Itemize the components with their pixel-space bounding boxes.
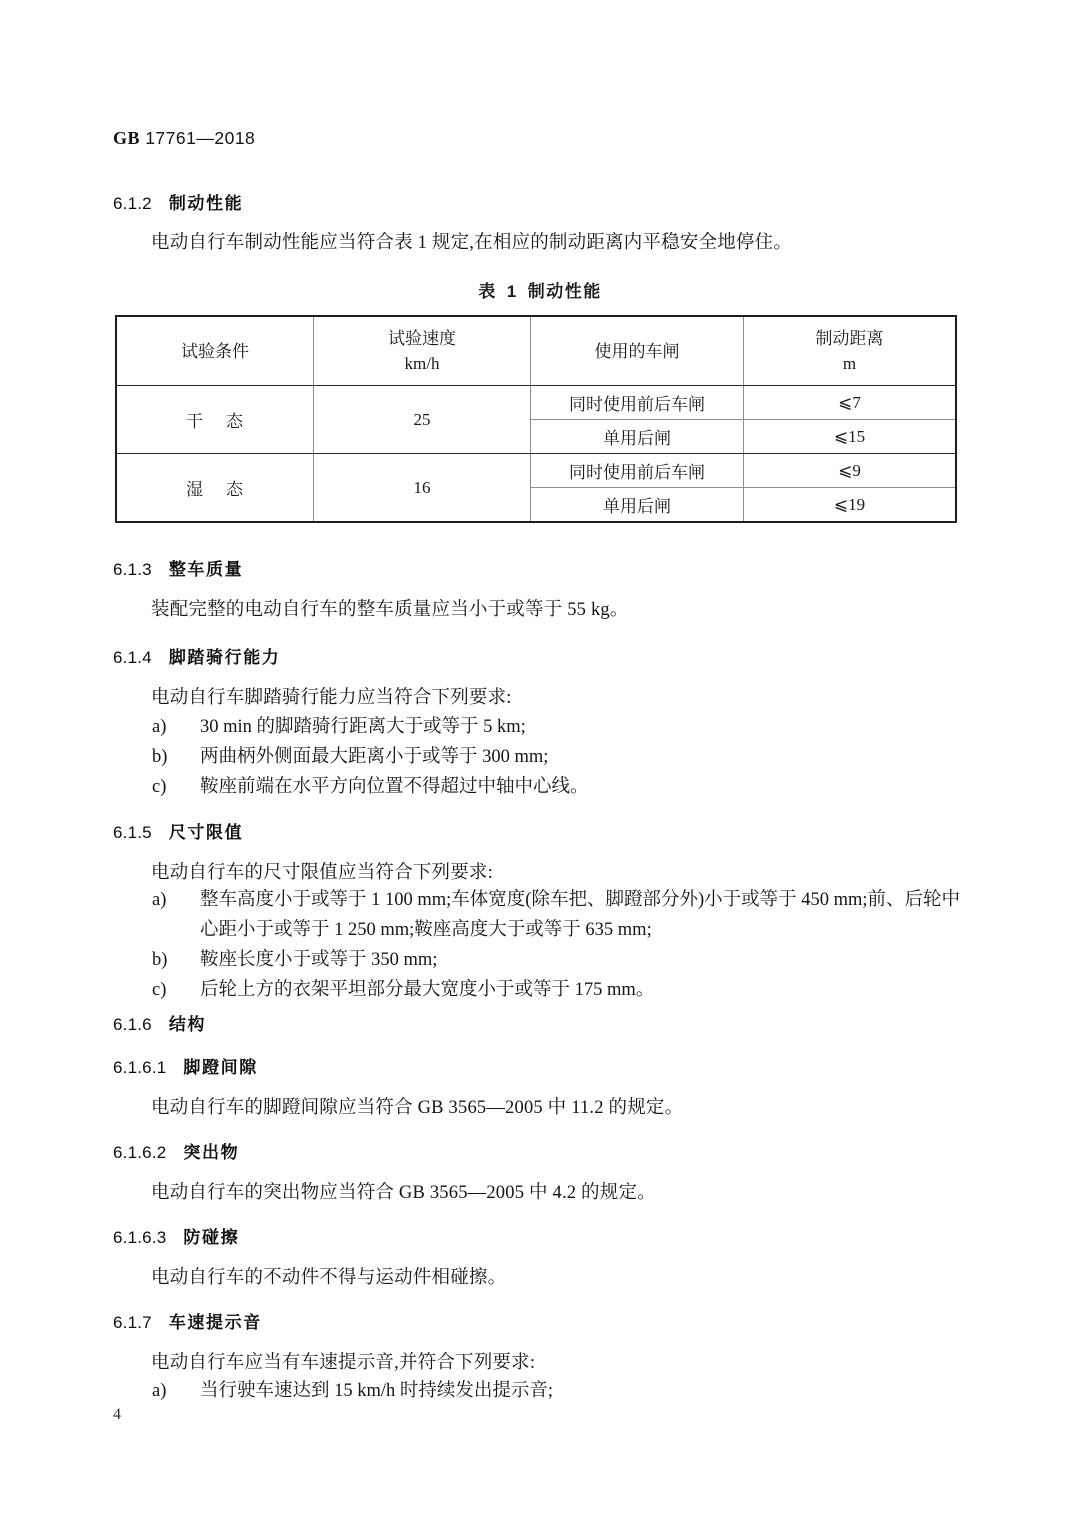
cell-distance-dry-2: ⩽15 bbox=[744, 420, 957, 454]
header-line-1: 试验速度 bbox=[388, 329, 456, 348]
table-caption-label: 表 bbox=[478, 282, 497, 301]
condition-char-2: 态 bbox=[226, 480, 244, 499]
list-item bbox=[152, 975, 977, 1005]
clause-heading-6-1-6-2 bbox=[113, 1138, 239, 1163]
clause-heading-6-1-2 bbox=[113, 189, 243, 214]
cell-distance-wet-1: ⩽9 bbox=[744, 454, 957, 488]
list-item-text: 鞍座长度小于或等于 350 mm; bbox=[200, 950, 438, 970]
list-marker: b) bbox=[152, 747, 168, 767]
paragraph-6-1-6-2: 电动自行车的突出物应当符合 GB 3565—2005 中 4.2 的规定。 bbox=[151, 1183, 656, 1203]
standard-prefix: GB bbox=[113, 128, 141, 148]
table-caption bbox=[0, 277, 1080, 302]
list-marker: a) bbox=[152, 1381, 167, 1401]
clause-title: 制动性能 bbox=[168, 194, 244, 213]
cell-condition-wet bbox=[116, 454, 314, 523]
paragraph-6-1-2: 电动自行车制动性能应当符合表 1 规定,在相应的制动距离内平稳安全地停住。 bbox=[151, 233, 793, 253]
clause-title: 整车质量 bbox=[168, 560, 244, 579]
table-header-row bbox=[116, 316, 956, 386]
list-item-text: 鞍座前端在水平方向位置不得超过中轴中心线。 bbox=[200, 777, 589, 797]
condition-char-1: 干 bbox=[186, 412, 204, 431]
list-marker: c) bbox=[152, 777, 167, 797]
clause-number: 6.1.6.3 bbox=[113, 1228, 167, 1247]
header-line-2: m bbox=[842, 354, 857, 373]
paragraph-6-1-6-3: 电动自行车的不动件不得与运动件相碰擦。 bbox=[151, 1268, 507, 1288]
paragraph-6-1-3: 装配完整的电动自行车的整车质量应当小于或等于 55 kg。 bbox=[151, 600, 629, 620]
clause-number: 6.1.3 bbox=[113, 560, 152, 579]
clause-title: 脚踏骑行能力 bbox=[168, 648, 281, 667]
clause-heading-6-1-4 bbox=[113, 643, 280, 668]
clause-number: 6.1.6 bbox=[113, 1015, 152, 1034]
braking-performance-table bbox=[115, 315, 957, 523]
header-cell-braking-distance bbox=[744, 316, 957, 386]
clause-heading-6-1-3 bbox=[113, 555, 243, 580]
clause-title: 防碰擦 bbox=[183, 1228, 240, 1247]
clause-number: 6.1.5 bbox=[113, 823, 152, 842]
clause-number: 6.1.6.1 bbox=[113, 1058, 167, 1077]
clause-heading-6-1-6-3 bbox=[113, 1223, 239, 1248]
paragraph-6-1-7: 电动自行车应当有车速提示音,并符合下列要求: bbox=[151, 1353, 536, 1373]
list-item bbox=[152, 772, 977, 802]
list-marker: a) bbox=[152, 890, 167, 910]
clause-title: 车速提示音 bbox=[168, 1313, 262, 1332]
cell-distance-wet-2: ⩽19 bbox=[744, 488, 957, 523]
list-item-text: 当行驶车速达到 15 km/h 时持续发出提示音; bbox=[200, 1381, 554, 1401]
header-line-1: 制动距离 bbox=[815, 329, 884, 348]
list-item bbox=[152, 945, 977, 975]
clause-heading-6-1-5 bbox=[113, 818, 243, 843]
table-row bbox=[116, 454, 956, 488]
header-cell-test-condition bbox=[116, 316, 314, 386]
clause-title: 结构 bbox=[168, 1015, 207, 1034]
condition-char-2: 态 bbox=[226, 412, 244, 431]
list-item-text: 后轮上方的衣架平坦部分最大宽度小于或等于 175 mm。 bbox=[200, 980, 655, 1000]
list-item bbox=[152, 712, 977, 742]
paragraph-6-1-4: 电动自行车脚踏骑行能力应当符合下列要求: bbox=[151, 688, 512, 708]
cell-brake-dry-2: 单用后闸 bbox=[531, 420, 744, 454]
header-line-1: 试验条件 bbox=[181, 341, 249, 361]
standard-number: 17761—2018 bbox=[145, 128, 256, 148]
header-line-1: 使用的车闸 bbox=[594, 341, 680, 361]
list-marker: c) bbox=[152, 980, 167, 1000]
clause-heading-6-1-6-1 bbox=[113, 1053, 258, 1078]
paragraph-6-1-5: 电动自行车的尺寸限值应当符合下列要求: bbox=[151, 863, 493, 883]
paragraph-6-1-6-1: 电动自行车的脚蹬间隙应当符合 GB 3565—2005 中 11.2 的规定。 bbox=[151, 1098, 684, 1118]
clause-number: 6.1.6.2 bbox=[113, 1143, 167, 1162]
header-line-2: km/h bbox=[404, 354, 440, 373]
cell-condition-dry bbox=[116, 386, 314, 454]
header-cell-test-speed bbox=[314, 316, 531, 386]
clause-heading-6-1-6 bbox=[113, 1010, 206, 1035]
list-item-text: 两曲柄外侧面最大距离小于或等于 300 mm; bbox=[200, 747, 549, 767]
clause-title: 突出物 bbox=[183, 1143, 240, 1162]
cell-speed-dry: 25 bbox=[314, 386, 531, 454]
header-cell-brake-used bbox=[531, 316, 744, 386]
cell-speed-wet: 16 bbox=[314, 454, 531, 523]
list-marker: b) bbox=[152, 950, 168, 970]
clause-number: 6.1.4 bbox=[113, 648, 152, 667]
clause-title: 尺寸限值 bbox=[168, 823, 244, 842]
clause-title: 脚蹬间隙 bbox=[183, 1058, 258, 1077]
clause-heading-6-1-7 bbox=[113, 1308, 262, 1333]
cell-brake-dry-1: 同时使用前后车闸 bbox=[531, 386, 744, 420]
list-item-text: 30 min 的脚踏骑行距离大于或等于 5 km; bbox=[200, 717, 526, 737]
clause-number: 6.1.7 bbox=[113, 1313, 152, 1332]
list-item bbox=[152, 742, 977, 772]
page-number: 4 bbox=[113, 1406, 121, 1423]
list-marker: a) bbox=[152, 717, 167, 737]
condition-char-1: 湿 bbox=[186, 480, 204, 499]
clause-number: 6.1.2 bbox=[113, 194, 152, 213]
list-item bbox=[152, 1376, 977, 1406]
cell-distance-dry-1: ⩽7 bbox=[744, 386, 957, 420]
list-item bbox=[152, 885, 977, 945]
running-header bbox=[113, 128, 255, 149]
cell-brake-wet-1: 同时使用前后车闸 bbox=[531, 454, 744, 488]
table-caption-number: 1 bbox=[506, 282, 518, 301]
cell-brake-wet-2: 单用后闸 bbox=[531, 488, 744, 523]
table-row bbox=[116, 386, 956, 420]
table-caption-title: 制动性能 bbox=[527, 282, 602, 301]
list-item-text: 整车高度小于或等于 1 100 mm;车体宽度(除车把、脚蹬部分外)小于或等于 450 mm;前、后轮中心距小于或等于 1 250 mm;鞍座高度大于或等于 635 mm; bbox=[200, 890, 961, 940]
